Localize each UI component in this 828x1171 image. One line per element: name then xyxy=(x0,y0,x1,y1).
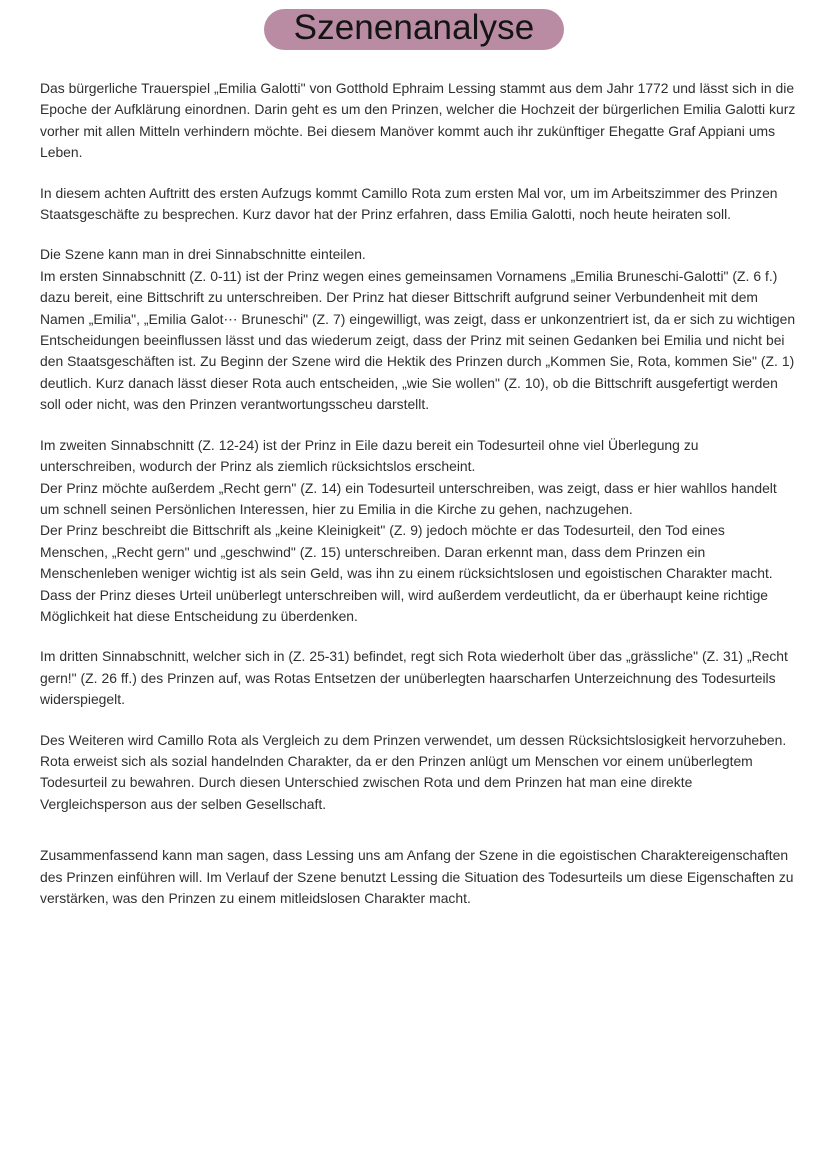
document-body xyxy=(40,78,796,928)
paragraph-first-section: Im ersten Sinnabschnitt (Z. 0-11) ist der Prinz wegen eines gemeinsamen Vornamens „Emilia Bruneschi-Galotti" (Z. 6 f.) dazu bereit, eine Bittschrift zu unterschreiben. Der Prinz hat dieser Bittschrift aufgrund seiner Verbundenheit mit dem Namen „Emilia", „Emilia Galot⋯ Bruneschi" (Z. 7) eingewilligt, was zeigt, dass er unkonzentriert ist, da er sich zu wichtigen Entscheidungen beeinflussen lässt und das wiederum zeigt, dass der Prinz mit seinen Gedanken bei Emilia und nicht bei den Staatsgeschäften ist. Zu Beginn der Szene wird die Hektik des Prinzen durch „Kommen Sie, Rota, kommen Sie" (Z. 1) deutlich. Kurz danach lässt dieser Rota auch entscheiden, „wie Sie wollen" (Z. 10), ob die Bittschrift ausgefertigt werden soll oder nicht, was den Prinzen verantwortungsscheu darstellt. xyxy=(40,267,796,413)
title-row xyxy=(0,0,828,50)
paragraph-second-section: Im zweiten Sinnabschnitt (Z. 12-24) ist der Prinz in Eile dazu bereit ein Todesurteil ohne viel Überlegung zu unterschreiben, wodurch der Prinz als ziemlich rücksichtslos erscheint. xyxy=(40,436,699,475)
page-title: Szenenanalyse xyxy=(293,8,535,47)
paragraph-rota-comparison: Des Weiteren wird Camillo Rota als Vergleich zu dem Prinzen verwendet, um dessen Rücksichtslosigkeit hervorzuheben. Rota erweist sich als sozial handelnden Charakter, da er den Prinzen anlügt um Menschen vor einem unüberlegtem Todesurteil zu bewahren. Durch diesen Unterschied zwischen Rota und dem Prinzen hat man eine direkte Vergleichsperson aus der selben Gesellschaft. xyxy=(40,731,787,812)
paragraph-three-sections-intro: Die Szene kann man in drei Sinnabschnitte einteilen. xyxy=(40,246,366,263)
paragraph-scene-context: In diesem achten Auftritt des ersten Aufzugs kommt Camillo Rota zum ersten Mal vor, um im Arbeitszimmer des Prinzen Staatsgeschäfte zu besprechen. Kurz davor hat der Prinz erfahren, dass Emilia Galotti, noch heute heiraten soll. xyxy=(40,184,778,223)
paragraph-bittschrift-analysis: Der Prinz beschreibt die Bittschrift als „keine Kleinigkeit" (Z. 9) jedoch möchte er das Todesurteil, den Tod eines Menschen, „Recht gern" und „geschwind" (Z. 15) unterschreiben. Daran erkennt man, dass dem Prinzen ein Menschenleben weniger wichtig ist als sein Geld, was ihn zu einem rücksichtslosen und egoistischen Charakter macht. Dass der Prinz dieses Urteil unüberlegt unterschreiben will, wird außerdem verdeutlicht, da er überhaupt keine richtige Möglichkeit hat diese Entscheidung zu überdenken. xyxy=(40,522,773,624)
paragraph-recht-gern: Der Prinz möchte außerdem „Recht gern" (Z. 14) ein Todesurteil unterschreiben, was zeigt, dass er hier wahllos handelt um schnell seinen Persönlichen Interessen, hier zu Emilia in die Kirche zu gehen, nachzugehen. xyxy=(40,479,777,517)
title-highlight-pill xyxy=(264,9,565,50)
paragraph-conclusion: Zusammenfassend kann man sagen, dass Lessing uns am Anfang der Szene in die egoistischen Charaktereigenschaften des Prinzen einführen will. Im Verlauf der Szene benutzt Lessing die Situation des Todesurteils um diese Eigenschaften zu verstärken, was den Prinzen zu einem mitleidslosen Charakter macht. xyxy=(40,847,794,906)
paragraph-third-section: Im dritten Sinnabschnitt, welcher sich in (Z. 25-31) befindet, regt sich Rota wiederholt über das „grässliche" (Z. 31) „Recht gern!" (Z. 26 ff.) des Prinzen auf, was Rotas Entsetzen der unüberlegten haarscharfen Unterzeichnung des Todesurteils widerspiegelt. xyxy=(40,648,788,708)
paragraph-intro: Das bürgerliche Trauerspiel „Emilia Galotti" von Gotthold Ephraim Lessing stammt aus dem Jahr 1772 und lässt sich in die Epoche der Aufklärung einordnen. Darin geht es um den Prinzen, welcher die Hochzeit der bürgerlichen Emilia Galotti kurz vorher mit allen Mitteln verhindern möchte. Bei diesem Manöver kommt auch ihr zukünftiger Ehegatte Graf Appiani ums Leben. xyxy=(40,80,796,161)
